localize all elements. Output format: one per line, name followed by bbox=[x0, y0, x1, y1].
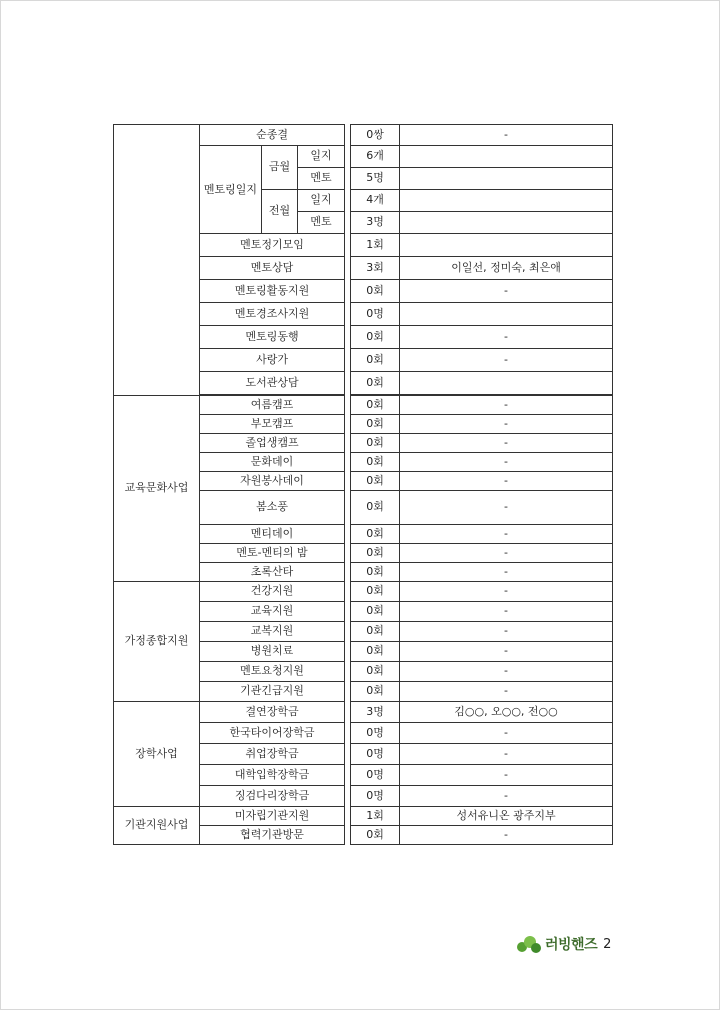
value-cell: 0회 bbox=[351, 582, 400, 602]
item-cell: 미자립기관지원 bbox=[200, 807, 345, 826]
item-cell: 멘토요청지원 bbox=[200, 662, 345, 682]
value-cell: 5명 bbox=[351, 168, 400, 190]
note-cell: - bbox=[400, 602, 613, 622]
note-cell: - bbox=[400, 415, 613, 434]
item-cell: 교복지원 bbox=[200, 622, 345, 642]
item-cell: 대학입학장학금 bbox=[200, 765, 345, 786]
item-cell: 졸업생캠프 bbox=[200, 434, 345, 453]
note-cell: 성서유니온 광주지부 bbox=[400, 807, 613, 826]
note-cell: - bbox=[400, 826, 613, 845]
item-cell: 멘토-멘티의 밤 bbox=[200, 544, 345, 563]
activity-table bbox=[113, 124, 613, 845]
category-cell: 장학사업 bbox=[114, 702, 200, 807]
value-cell: 0회 bbox=[351, 622, 400, 642]
subitem-cell: 멘토 bbox=[298, 212, 345, 234]
table-row bbox=[114, 125, 613, 146]
item-cell: 건강지원 bbox=[200, 582, 345, 602]
subitem-cell: 일지 bbox=[298, 190, 345, 212]
value-cell: 3명 bbox=[351, 702, 400, 723]
value-cell: 0회 bbox=[351, 826, 400, 845]
note-cell bbox=[400, 303, 613, 326]
value-cell: 0회 bbox=[351, 349, 400, 372]
item-cell: 멘티데이 bbox=[200, 525, 345, 544]
item-cell: 도서관상담 bbox=[200, 372, 345, 395]
value-cell: 0회 bbox=[351, 372, 400, 395]
journal-label-cell: 멘토링일지 bbox=[200, 146, 262, 234]
value-cell: 0회 bbox=[351, 434, 400, 453]
note-cell: - bbox=[400, 491, 613, 525]
last-month-cell: 전월 bbox=[262, 190, 298, 234]
page-footer bbox=[517, 932, 617, 956]
note-cell: - bbox=[400, 472, 613, 491]
note-cell bbox=[400, 190, 613, 212]
item-cell: 봄소풍 bbox=[200, 491, 345, 525]
note-cell: - bbox=[400, 396, 613, 415]
item-cell: 부모캠프 bbox=[200, 415, 345, 434]
item-cell: 취업장학금 bbox=[200, 744, 345, 765]
item-cell: 한국타이어장학금 bbox=[200, 723, 345, 744]
note-cell bbox=[400, 372, 613, 395]
value-cell: 4개 bbox=[351, 190, 400, 212]
value-cell: 0회 bbox=[351, 472, 400, 491]
value-cell: 6개 bbox=[351, 146, 400, 168]
table-row bbox=[114, 582, 613, 602]
subitem-cell: 일지 bbox=[298, 146, 345, 168]
subitem-cell: 멘토 bbox=[298, 168, 345, 190]
item-cell: 징검다리장학금 bbox=[200, 786, 345, 807]
note-cell: - bbox=[400, 453, 613, 472]
value-cell: 0회 bbox=[351, 415, 400, 434]
note-cell: 이일선, 정미숙, 최은애 bbox=[400, 257, 613, 280]
note-cell: - bbox=[400, 662, 613, 682]
item-cell: 멘토정기모임 bbox=[200, 234, 345, 257]
note-cell bbox=[400, 146, 613, 168]
note-cell: - bbox=[400, 765, 613, 786]
this-month-cell: 금월 bbox=[262, 146, 298, 190]
item-cell: 멘토링동행 bbox=[200, 326, 345, 349]
item-cell: 순종결 bbox=[200, 125, 345, 146]
note-cell: - bbox=[400, 326, 613, 349]
value-cell: 0회 bbox=[351, 326, 400, 349]
item-cell: 기관긴급지원 bbox=[200, 682, 345, 702]
item-cell: 멘토상담 bbox=[200, 257, 345, 280]
table-row bbox=[114, 396, 613, 415]
value-cell: 3명 bbox=[351, 212, 400, 234]
note-cell bbox=[400, 168, 613, 190]
value-cell: 0회 bbox=[351, 280, 400, 303]
note-cell: - bbox=[400, 525, 613, 544]
note-cell: - bbox=[400, 125, 613, 146]
value-cell: 0회 bbox=[351, 642, 400, 662]
note-cell: - bbox=[400, 682, 613, 702]
value-cell: 0회 bbox=[351, 396, 400, 415]
table-row bbox=[114, 702, 613, 723]
value-cell: 0명 bbox=[351, 744, 400, 765]
category-cell: 가정종합지원 bbox=[114, 582, 200, 702]
value-cell: 0회 bbox=[351, 525, 400, 544]
note-cell bbox=[400, 234, 613, 257]
note-cell: - bbox=[400, 723, 613, 744]
item-cell: 여름캠프 bbox=[200, 396, 345, 415]
note-cell: - bbox=[400, 563, 613, 582]
note-cell: - bbox=[400, 434, 613, 453]
value-cell: 3회 bbox=[351, 257, 400, 280]
page-number: 2 bbox=[603, 936, 612, 952]
value-cell: 0회 bbox=[351, 491, 400, 525]
leaf-logo-icon bbox=[517, 934, 543, 954]
item-cell: 병원치료 bbox=[200, 642, 345, 662]
note-cell: - bbox=[400, 544, 613, 563]
note-cell: - bbox=[400, 744, 613, 765]
value-cell: 0회 bbox=[351, 602, 400, 622]
item-cell: 문화데이 bbox=[200, 453, 345, 472]
item-cell: 자원봉사데이 bbox=[200, 472, 345, 491]
value-cell: 0명 bbox=[351, 723, 400, 744]
item-cell: 사랑가 bbox=[200, 349, 345, 372]
note-cell: - bbox=[400, 622, 613, 642]
category-cell: 기관지원사업 bbox=[114, 807, 200, 845]
value-cell: 0명 bbox=[351, 765, 400, 786]
value-cell: 0명 bbox=[351, 786, 400, 807]
table-row bbox=[114, 807, 613, 826]
value-cell: 0회 bbox=[351, 682, 400, 702]
item-cell: 협력기관방문 bbox=[200, 826, 345, 845]
category-cell bbox=[114, 125, 200, 396]
value-cell: 0명 bbox=[351, 303, 400, 326]
note-cell: - bbox=[400, 349, 613, 372]
note-cell bbox=[400, 212, 613, 234]
item-cell: 멘토링활동지원 bbox=[200, 280, 345, 303]
note-cell: - bbox=[400, 642, 613, 662]
item-cell: 결연장학금 bbox=[200, 702, 345, 723]
note-cell: - bbox=[400, 786, 613, 807]
value-cell: 1회 bbox=[351, 807, 400, 826]
value-cell: 0회 bbox=[351, 662, 400, 682]
value-cell: 0회 bbox=[351, 544, 400, 563]
item-cell: 멘토경조사지원 bbox=[200, 303, 345, 326]
value-cell: 0회 bbox=[351, 563, 400, 582]
item-cell: 교육지원 bbox=[200, 602, 345, 622]
note-cell: - bbox=[400, 280, 613, 303]
note-cell: - bbox=[400, 582, 613, 602]
value-cell: 1회 bbox=[351, 234, 400, 257]
value-cell: 0회 bbox=[351, 453, 400, 472]
note-cell: 김○○, 오○○, 전○○ bbox=[400, 702, 613, 723]
brand-name: 러빙핸즈 bbox=[545, 937, 598, 953]
category-cell: 교육문화사업 bbox=[114, 396, 200, 582]
value-cell: 0쌍 bbox=[351, 125, 400, 146]
item-cell: 초록산타 bbox=[200, 563, 345, 582]
